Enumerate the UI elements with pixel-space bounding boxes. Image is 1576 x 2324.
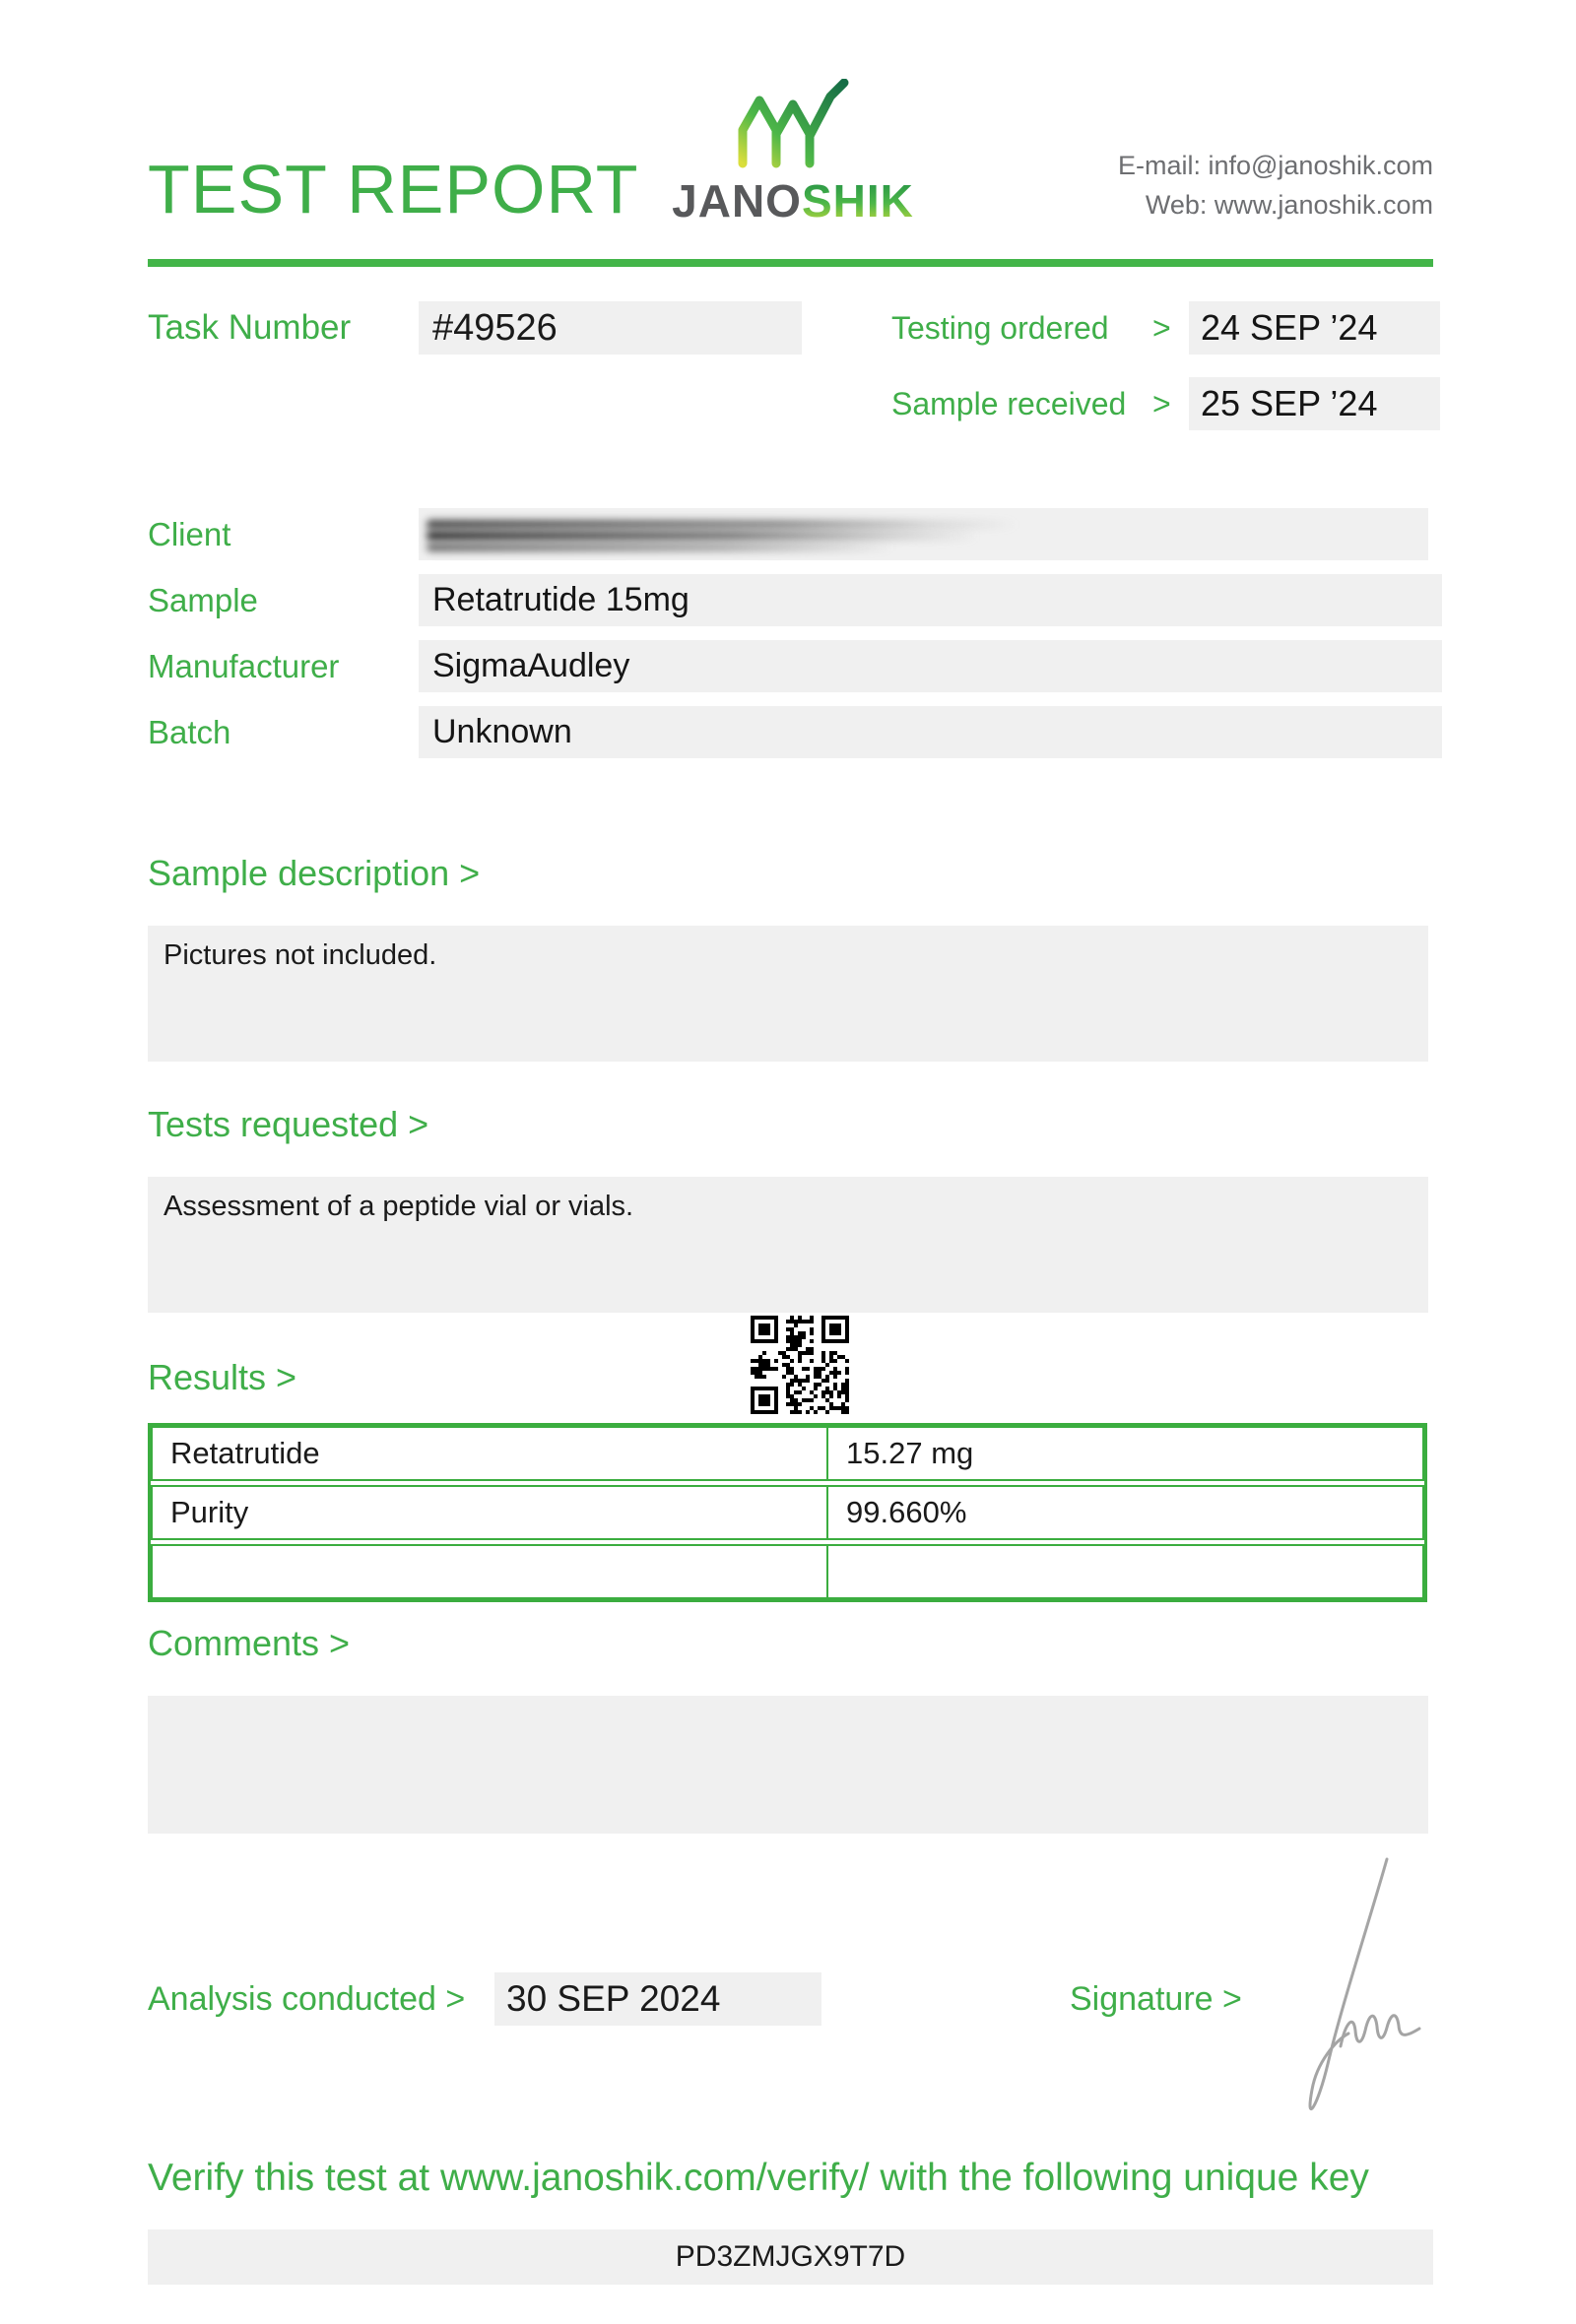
analysis-conducted-label: Analysis conducted > (148, 1979, 466, 2018)
results-table (148, 1423, 1427, 1602)
sample-label: Sample (148, 581, 258, 618)
task-number-value: #49526 (419, 301, 802, 355)
contact-web: Web: www.janoshik.com (1145, 190, 1433, 220)
result-name (153, 1546, 828, 1597)
logo-text-shik: SHIK (801, 175, 914, 226)
batch-label: Batch (148, 713, 231, 750)
logo-wordmark (672, 174, 914, 227)
comments-title: Comments > (148, 1623, 351, 1663)
testing-ordered-value: 24 SEP ’24 (1189, 301, 1440, 355)
table-row (151, 1485, 1424, 1540)
result-name: Purity (153, 1487, 828, 1538)
sample-received-value: 25 SEP ’24 (1189, 377, 1440, 430)
sample-received-label: Sample received (891, 385, 1127, 421)
verify-instruction: Verify this test at www.janoshik.com/verify/ with the following unique key (148, 2157, 1369, 2199)
sample-value: Retatrutide 15mg (419, 574, 1442, 626)
header-divider (148, 259, 1433, 267)
result-value (828, 1546, 1422, 1597)
signature-label: Signature > (1070, 1979, 1242, 2018)
results-title: Results > (148, 1357, 297, 1397)
testing-ordered-arrow: > (1152, 309, 1171, 346)
manufacturer-label: Manufacturer (148, 647, 340, 684)
table-row (151, 1426, 1424, 1481)
contact-email: E-mail: info@janoshik.com (1117, 151, 1433, 180)
chart-growth-icon (734, 79, 852, 174)
analysis-conducted-value: 30 SEP 2024 (494, 1972, 821, 2026)
sample-description-box: Pictures not included. (148, 926, 1428, 1062)
testing-ordered-label: Testing ordered (891, 309, 1109, 346)
result-value: 15.27 mg (846, 1436, 974, 1470)
client-label: Client (148, 515, 231, 552)
sample-description-title: Sample description > (148, 853, 481, 893)
client-value-redacted (419, 508, 1428, 560)
tests-requested-box: Assessment of a peptide vial or vials. (148, 1177, 1428, 1313)
verify-key: PD3ZMJGX9T7D (148, 2229, 1433, 2285)
result-value: 99.660% (846, 1495, 967, 1529)
company-logo (650, 79, 936, 227)
batch-value: Unknown (419, 706, 1442, 758)
manufacturer-value: SigmaAudley (419, 640, 1442, 692)
task-number-label: Task Number (148, 308, 352, 347)
logo-text-jano: JANO (672, 175, 802, 226)
contact-info (1118, 146, 1433, 225)
page-title: TEST REPORT (148, 151, 639, 227)
sample-received-arrow: > (1152, 385, 1171, 421)
table-row (151, 1544, 1424, 1599)
result-name: Retatrutide (153, 1428, 828, 1479)
comments-box (148, 1696, 1428, 1834)
qr-code (751, 1316, 849, 1414)
signature-handwriting (1285, 1853, 1433, 2139)
tests-requested-title: Tests requested > (148, 1104, 429, 1144)
